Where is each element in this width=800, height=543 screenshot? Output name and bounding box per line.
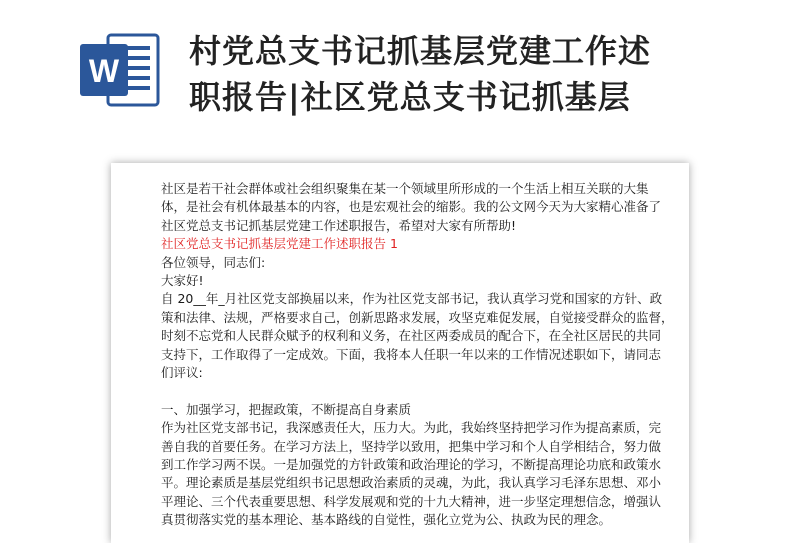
text-line: 社区党总支书记抓基层党建工作述职报告，希望对大家有所帮助! bbox=[161, 217, 517, 233]
text-line: 支持下，工作取得了一定成效。下面，我将本人任职一年以来的工作情况述职如下，请同志 bbox=[161, 346, 662, 362]
text-line: 们评议: bbox=[161, 365, 203, 381]
text-line: 大家好! bbox=[161, 273, 204, 289]
word-icon-letter: W bbox=[88, 53, 120, 89]
text-line: 作为社区党支部书记，我深感责任大，压力大。为此，我始终坚持把学习作为提高素质，完 bbox=[161, 420, 662, 436]
document-body bbox=[161, 180, 674, 530]
text-line: 各位领导，同志们: bbox=[161, 254, 266, 270]
text-line: 一、加强学习，把握政策，不断提高自身素质 bbox=[161, 401, 412, 417]
text-line: 社区是若干社会群体或社会组织聚集在某一个领域里所形成的一个生活上相互关联的大集 bbox=[161, 181, 649, 196]
blank-line bbox=[161, 382, 661, 400]
section-heading: 社区党总支书记抓基层党建工作述职报告 1 bbox=[161, 236, 398, 252]
text-line: 真贯彻落实党的基本理论、基本路线的自觉性，强化立党为公、执政为民的理念。 bbox=[161, 512, 612, 528]
text-line: 善自我的首要任务。在学习方法上，坚持学以致用，把集中学习和个人自学相结合，努力做 bbox=[161, 438, 662, 454]
text-line: 平理论、三个代表重要思想、科学发展观和党的十九大精神，进一步坚定理想信念，增强认 bbox=[161, 493, 662, 509]
word-icon bbox=[78, 32, 164, 108]
page-title bbox=[189, 28, 789, 120]
text-line: 策和法律、法规，严格要求自己，创新思路求发展，攻坚克难促发展，自觉接受群众的监督， bbox=[161, 309, 674, 325]
title-line: 村党总支书记抓基层党建工作述 bbox=[189, 32, 652, 70]
text-line: 时刻不忘党和人民群众赋予的权利和义务，在社区两委成员的配合下，在全社区居民的共同 bbox=[161, 328, 662, 344]
text-line: 到工作学习两不误。一是加强党的方针政策和政治理论的学习，不断提高理论功底和政策水 bbox=[161, 457, 662, 473]
title-line: 职报告|社区党总支书记抓基层 bbox=[189, 78, 631, 116]
text-line: 平。理论素质是基层党组织书记思想政治素质的灵魂，为此，我认真学习毛泽东思想、邓小 bbox=[161, 475, 662, 491]
text-line: 自 20__年_月社区党支部换届以来，作为社区党支部书记，我认真学习党和国家的方针、政 bbox=[161, 291, 663, 307]
text-line: 体，是社会有机体最基本的内容，也是宏观社会的缩影。我的公文网今天为大家精心准备了 bbox=[161, 199, 662, 215]
